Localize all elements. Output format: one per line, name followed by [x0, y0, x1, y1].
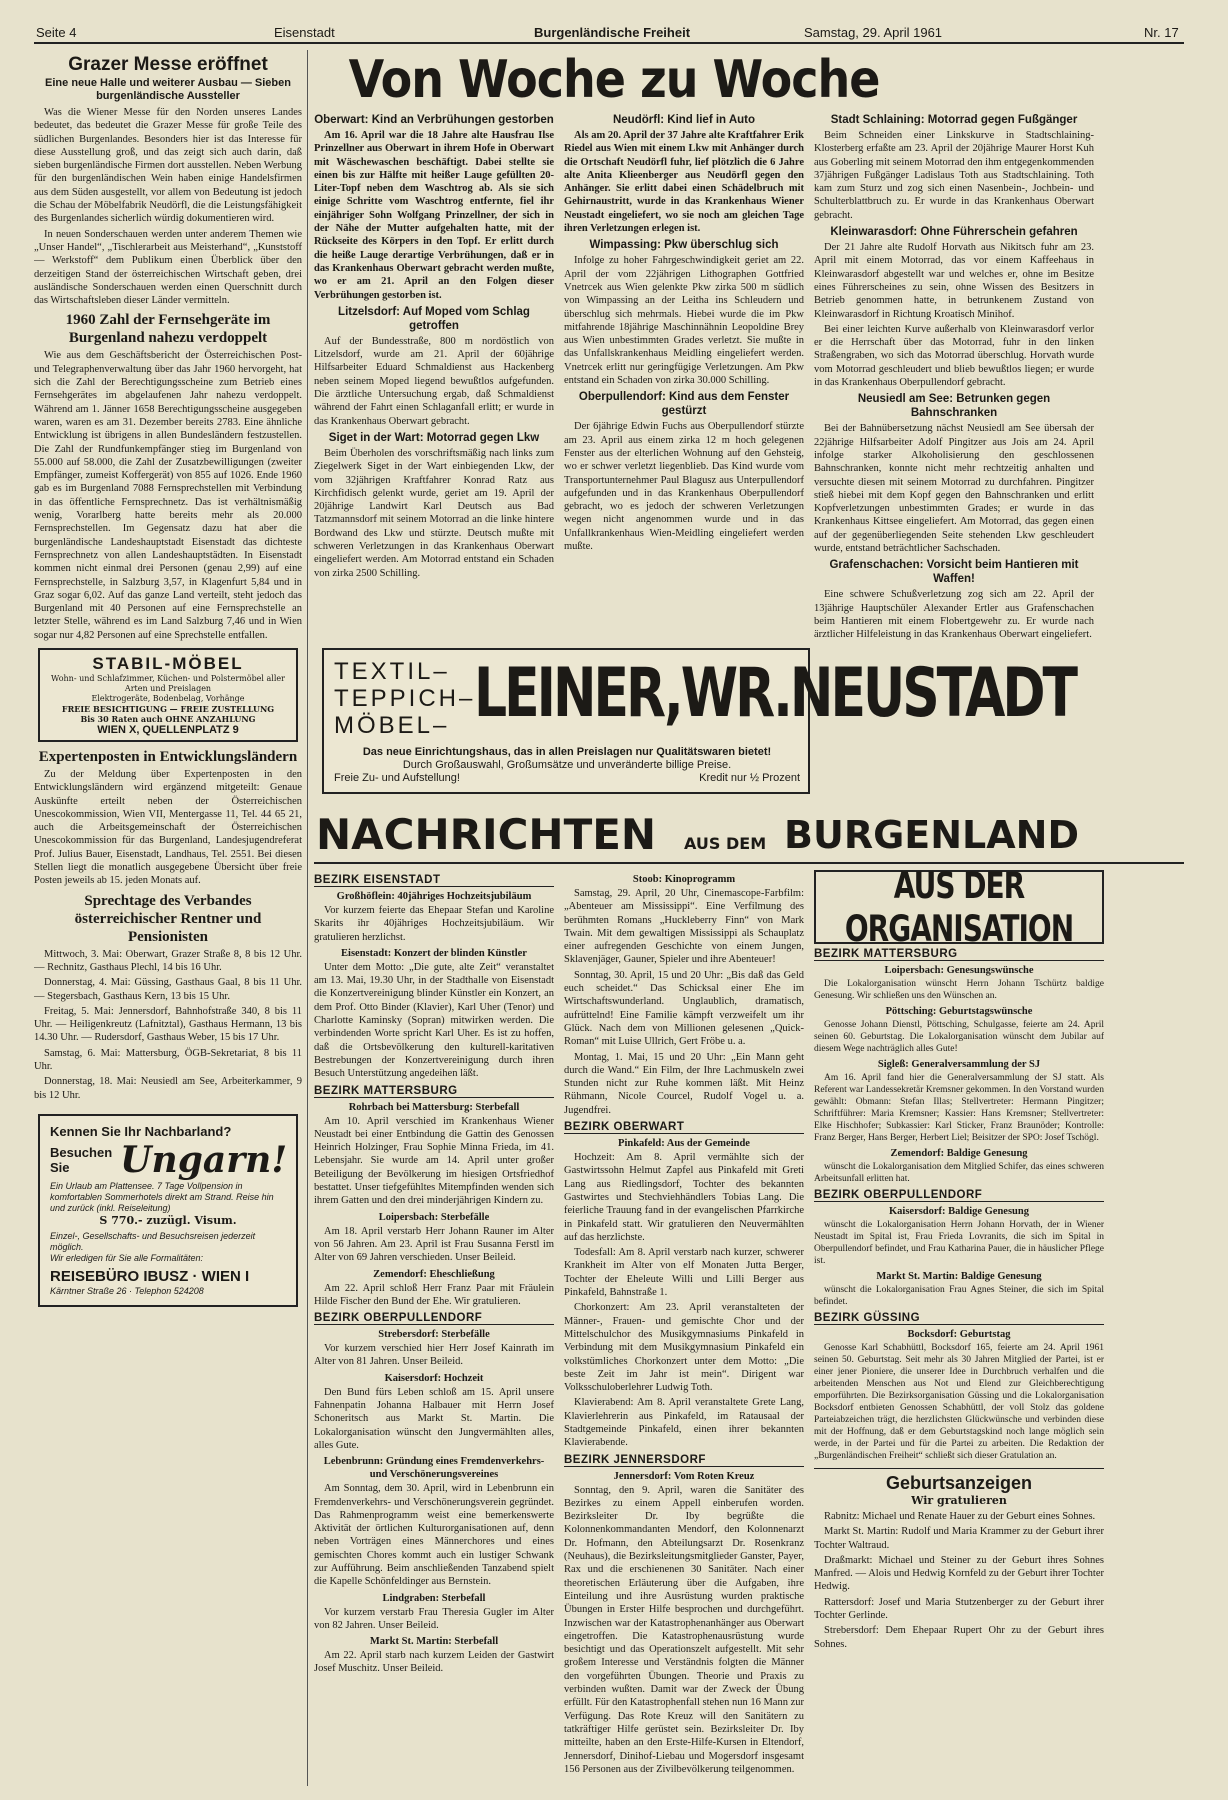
- fernseh-text: Wie aus dem Geschäftsbericht der Österreichischen Post- und Telegraphenverwaltung über das Jahr 1960 hervorgeht, hat sich die Zahl der Berechtigungsscheine zum Betrieb eines Fernsehgerätes im abgelaufenen Jahr nahezu verdoppelt. Während am 1. Jänner 1658 Berechtigungsscheine ausgegeben waren, waren es am 31. Dezember bereits 2783. Eine ähnliche Entwicklung ist übrigens in allen Bundesländern festzustellen. Die Zahl der Rundfunkempfänger stieg im Burgenland von 55.000 auf 58.000, die Zahl der Zusatzbewilligungen (zweiter Empfänger, zumeist Koffergerät) von 855 auf 1026. Ende 1960 gab es im Burgenland 7088 Fernsprechstellen mit Verbindung in das öffentliche Fernsprechnetz. Das ist verhältnismäßig wenig, Vorarlberg hatte bereits mehr als 20.000 Fernsprechstellen. Im Gegensatz dazu hat aber die burgenländische Landeshauptstadt Eisenstadt das dichteste Fernsprechnetz von allen Landeshauptstädten. In Eisenstadt kommen nicht einmal drei Personen (genau 2,99) auf eine Fernsprechstelle, in Salzburg 3,57, in Klagenfurt 5,84 und in Graz sogar 6,02. Auf das ganze Land verteilt, steht jedoch das Burgenland mit 40 Personen auf eine Fernsprechstelle an letzter Stelle, während es im Land Salzburg 7,46 und in Wien sogar nur 4,82 Personen auf eine Sprechstelle entfallen.: [34, 350, 302, 641]
- org-bocksdorf-title: Bocksdorf: Geburtstag: [907, 1329, 1011, 1340]
- neusiedl-text: Bei der Bahnübersetzung nächst Neusiedl am See übersah der 22jährige Hilfsarbeiter Adolf Pingitzer aus Jois am 24. April infolge starker Alkoholisierung den geschlossenen Bahnschranken, konnte nicht mehr rechtzeitig anhalten und versuchte diesen mit seinem Motorrad zu durchfahren. Pingitzer stieß hiebei mit dem Kopf gegen den Bahnschranken und erlitt Kopfverletzungen unbestimmten Grades; er wurde in das Krankenhaus Kittsee eingeliefert. Am Motorrad, das gegen einen auf der gegenüberliegenden Seite stehenden Lkw geschleudert wurde, entstand beträchtlicher Sachschaden.: [814, 423, 1094, 555]
- stoob-title: Stoob: Kinoprogramm: [632, 874, 736, 885]
- lebenbrunn-text: Am Sonntag, dem 30. April, wird in Lebenbrunn ein Fremdenverkehrs- und Verschönerungsverein gegründet. Das Rahmenprogramm weist eine bemerkenswerte Aktivität der örtlichen Kulturorganisationen auf, denn neben Vorträgen eines Männerchores und eines gemischten Chores kommt auch ein lustiger Schwank zur Aufführung. Beim anschließenden Tanzabend spielt die Kapelle Schönfeldinger aus Bernstein.: [314, 1483, 554, 1588]
- pinkafeld-text-4: Klavierabend: Am 8. April veranstaltete Grete Lang, Klavierlehrerin aus Pinkafeld, im Ratausaal der Stadtgemeinde Pinkafeld, einen ihrer bekannten Klavierabende.: [564, 1397, 804, 1449]
- sprechtage-5: Donnerstag, 18. Mai: Neusiedl am See, Arbeiterkammer, 9 bis 12 Uhr.: [34, 1076, 302, 1101]
- nach-word-1: NACHRICHTEN: [316, 810, 657, 859]
- grafenschachen-title: Grafenschachen: Vorsicht beim Hantieren mit Waffen!: [829, 559, 1079, 586]
- bezirk-eisenstadt: BEZIRK EISENSTADT: [314, 874, 554, 887]
- zemendorf-text: Am 22. April schloß Herr Franz Paar mit Fräulein Hilde Fischer den Bund der Ehe. Wir gratulieren.: [314, 1282, 554, 1307]
- ad-line-4: Kredit nur ½ Prozent: [699, 772, 800, 784]
- left-column: [34, 50, 302, 1786]
- geburt-title: Geburtsanzeigen: [885, 1473, 1033, 1493]
- nach-word-3: BURGENLAND: [784, 813, 1080, 857]
- geburt-1: Rabnitz: Michael und Renate Hauer zu der Geburt eines Sohnes.: [824, 1511, 1096, 1522]
- ad-line-3: Freie Zu- und Aufstellung!: [334, 772, 460, 784]
- stabil-line-4: Bis 30 Raten auch OHNE ANZAHLUNG: [80, 713, 256, 724]
- org-loipersbach-title: Loipersbach: Genesungswünsche: [884, 965, 1034, 976]
- org-marktstmartin-title: Markt St. Martin: Baldige Genesung: [876, 1271, 1042, 1282]
- stabil-line-1: Wohn- und Schlafzimmer, Küchen- und Polstermöbel aller Arten und Preislagen: [51, 673, 285, 693]
- news-column-1: [314, 870, 554, 1786]
- org-sigless-title: Sigleß: Generalversammlung der SJ: [877, 1059, 1041, 1070]
- ungarn-line-7: Wir erledigen für Sie alle Formalitäten:: [50, 1252, 203, 1263]
- org-poettsching-text: Genosse Johann Dienstl, Pöttsching, Schulgasse, feierte am 24. April seinen 60. Geburtstag. Die Lokalorganisation wünscht dem Jubilar auf diesem Wege nachträglich alles Gute!: [814, 1020, 1104, 1054]
- stabil-line-3: FREIE BESICHTIGUNG — FREIE ZUSTELLUNG: [61, 703, 275, 714]
- neudoerfl-text: Als am 20. April der 37 Jahre alte Kraftfahrer Erik Riedel aus Wien mit einem Lkw mit Anhänger durch die Ortschaft Neudörfl fuhr, lief plötzlich die 6 Jahre alte Anita Klieenberger aus Neudörfl gegen den Anhänger. Sie erlitt dabei einen Schädelbruch mit Gehirnaustritt, wurde in das Krankenhaus Wiener Neustadt eingeliefert, wo sie noch am gleichen Tage ihren Verletzungen erlegen ist.: [564, 130, 804, 235]
- stoob-text-1: Samstag, 29. April, 20 Uhr, Cinemascope-Farbfilm: „Abenteuer am Mississippi“. Eine Verfilmung des berühmten Romans „Huckleberry Finn“ von Mark Twain. Mit dem gewaltigen Mississippi als Schauplatz einer aufregenden Geschichte von einem Jungen, Sklavenjäger, Gauner, Spieler und ihre Abenteuer!: [564, 888, 804, 966]
- ungarn-line-4: Ein Urlaub am Plattensee. 7 Tage Vollpension in komfortablen Sommerhotels direkt am Strand. Reise hin und zurück (inkl. Reiseleitung): [50, 1180, 274, 1213]
- kleinwarasdorf-text-1: Der 21 Jahre alte Rudolf Horvath aus Nikitsch fuhr am 23. April mit einem Motorrad, das vor einem Kaffeehaus in Kleinwarasdorf abgestellt war und welches er, ohne im Besitze eines Führerscheines zu sein, ohne Wissen des Besitzers in Betrieb genommen hatte, in betrunkenem Zustand von Kleinwarasdorf in Richtung Kroatisch Minihof.: [814, 242, 1094, 320]
- header-date: Samstag, 29. April 1961: [804, 25, 943, 40]
- sprechtage-3: Freitag, 5. Mai: Jennersdorf, Bahnhofstraße 340, 8 bis 11 Uhr. — Heiligenkreutz (Lafnitztal), Gasthaus Hermann, 13 bis 14.30 Uhr. — Rudersdorf, Gasthaus Weber, 15 bis 17 Uhr.: [34, 1005, 302, 1044]
- pinkafeld-text-3: Chorkonzert: Am 23. April veranstalteten der Männer-, Frauen- und gemischte Chor und der Mittelschulchor des Musikgymnasiums Pinkafeld in Verbindung mit dem Musikgymnasium Pinkafeld ein volkstümliches Chorkonzert unter dem Motto: „Die beste Zeit im Jahr ist mein“. Dirigent war Volksschuloberlehrer Ludwig Toth.: [564, 1302, 804, 1394]
- ungarn-line-6: Einzel-, Gesellschafts- und Besuchsreisen jederzeit möglich.: [50, 1230, 256, 1252]
- org-loipersbach-text: Die Lokalorganisation wünscht Herrn Johann Tschürtz baldige Genesung. Wir schließen uns den Wünschen an.: [814, 979, 1104, 1001]
- stabil-ad: [38, 648, 298, 742]
- ad-moebel: MÖBEL–: [334, 712, 450, 739]
- marktstmartin-title: Markt St. Martin: Sterbefall: [369, 1636, 499, 1648]
- grazer-text-2: In neuen Sonderschauen werden unter anderem Themen wie „Unser Handel“, „Tischlerarbeit aus Meisterhand“, „Kunststoff — Werkstoff“ dem Publikum einen Überblick über den derzeitigen Stand der österreichischen Wirtschaft geben, drei ausländische Sonderschauen werden einen Querschnitt durch das Wirtschaftsleben dieser Länder vermitteln.: [34, 228, 302, 307]
- woche-column-2: [564, 110, 804, 650]
- geburt-4: Rattersdorf: Josef und Maria Stutzenberger zu der Geburt ihrer Tochter Gerlinde.: [814, 1596, 1104, 1622]
- konzert-text: Unter dem Motto: „Die gute, alte Zeit“ veranstaltet am 13. Mai, 19.30 Uhr, in der Stadthalle von Eisenstadt die Konzertvereinigung blinder Künstler ein Konzert, an dem Prof. Otto Binder (Klavier), Karl Uher (Tenor) und Charlotte Kaminsky (Sopran) mitwirken werden. Die verbindenden Worte spricht Karl Uher. Es ist zu hoffen, daß die Ortsbevölkerung den kulturell-karitativen Bestrebungen der Konzertvereinigung durch ihren Besuch Unterstützung angedeihen läßt.: [314, 961, 554, 1080]
- newspaper-page: [30, 18, 1210, 1788]
- geburt-2: Markt St. Martin: Rudolf und Maria Krammer zu der Geburt ihrer Tochter Waltraud.: [814, 1526, 1104, 1551]
- kaisersdorf-text: Den Bund fürs Leben schloß am 15. April unsere Fahnenpatin Johanna Halbauer mit Herrn Josef Schoneritsch aus Markt St. Martin. Die Lokalorganisation wünscht den Jungvermählten alles, alles Gute.: [314, 1386, 554, 1451]
- neudoerfl-title: Neudörfl: Kind lief in Auto: [612, 114, 756, 126]
- geburt-5: Strebersdorf: Dem Ehepaar Rupert Ohr zu der Geburt ihres Sohnes.: [814, 1625, 1104, 1650]
- geburt-subtitle: Wir gratulieren: [911, 1494, 1007, 1507]
- page-number: Seite 4: [36, 25, 77, 40]
- organisation-title: AUS DER ORGANISATION: [844, 870, 1074, 950]
- loipersbach-text: Am 18. April verstarb Herr Johann Rauner im Alter von 56 Jahren. Am 23. April ist Frau Susanna Ferstl im Alter von 69 Jahren verschieden. Unser Beileid.: [314, 1225, 554, 1264]
- geburtsanzeigen-section: [814, 1468, 1104, 1651]
- rohrbach-text: Am 10. April verschied im Krankenhaus Wiener Neustadt bei einer Entbindung die Gattin des Genossen Heinrich Holzinger, Frau Sophie Minna Frieda, im 41. Lebensjahr. Sie wurde am 14. April unter großer Beteiligung der Bevölkerung im hiesigen Ortsfriedhof bestattet. Unser tiefgefühltes Mitempfinden wenden sich ihrem Gatten und den drei minderjährigen Kindern zu.: [314, 1115, 554, 1207]
- org-kaisersdorf-title: Kaisersdorf: Baldige Genesung: [888, 1206, 1029, 1217]
- grazer-subtitle: Eine neue Halle und weiterer Ausbau — Sieben burgenländische Aussteller: [45, 77, 291, 102]
- grazer-text-1: Was die Wiener Messe für den Norden unseres Landes bedeutet, das bedeutet die Grazer Messe für große Teile des südlichen Burgenlandes. Besonders hier ist das Interesse für diese Ausstellung groß, und das zeigt sich auch darin, daß sieben burgenländische Firmen dort ausstellen. Neben Werbung für den burgenländischen Wein haben einige Handelsfirmen aus dem Süden ausgestellt, vor allem von Bedeutung ist jedoch die Schau der Möbelfabrik Neudörfl, die die Leistungsfähigkeit des Burgenlandes sicherlich würdig dokumentieren wird.: [34, 107, 302, 225]
- nachrichten-banner: [314, 808, 1184, 864]
- sprechtage-1: Mittwoch, 3. Mai: Oberwart, Grazer Straße 8, 8 bis 12 Uhr. — Rechnitz, Gasthaus Plechl, 14 bis 16 Uhr.: [34, 948, 302, 973]
- nach-word-2: AUS DEM: [684, 834, 767, 853]
- konzert-title: Eisenstadt: Konzert der blinden Künstler: [341, 947, 527, 959]
- leiner-ad: [322, 648, 1075, 794]
- bezirk-oberpullendorf: BEZIRK OBERPULLENDORF: [314, 1312, 554, 1325]
- lindgraben-text: Vor kurzem verstarb Frau Theresia Gugler im Alter von 82 Jahren. Unser Beileid.: [314, 1606, 554, 1631]
- sprechtage-2: Donnerstag, 4. Mai: Güssing, Gasthaus Gaal, 8 bis 11 Uhr. — Stegersbach, Gasthaus Kern, 13 bis 15 Uhr.: [34, 977, 302, 1002]
- org-marktstmartin-text: wünscht die Lokalorganisation Frau Agnes Steiner, die sich im Spital befindet.: [814, 1285, 1104, 1307]
- ad-textil-stack: [334, 658, 475, 739]
- org-bezirk-mattersburg: BEZIRK MATTERSBURG: [814, 948, 1104, 961]
- grazer-title: Grazer Messe eröffnet: [68, 54, 268, 75]
- news-column-3: [814, 870, 1104, 1786]
- woche-title: Von Woche zu Woche: [348, 52, 880, 110]
- ungarn-agency: REISEBÜRO IBUSZ · WIEN I: [50, 1267, 250, 1285]
- stabil-line-2: Elektrogeräte, Bodenbelag, Vorhänge: [91, 693, 245, 703]
- lindgraben-title: Lindgraben: Sterbefall: [382, 1592, 486, 1604]
- ungarn-address: Kärntner Straße 26 · Telephon 524208: [50, 1285, 204, 1296]
- news-column-2: [564, 870, 804, 1786]
- stabil-title: STABIL-MÖBEL: [92, 653, 244, 673]
- stoob-text-2: Sonntag, 30. April, 15 und 20 Uhr: „Bis daß das Geld euch scheidet.“ Das Schicksal einer Ehe im Wirtschaftswunderland. Unglaublich, dramatisch, aufrüttelnd! Eine Familie kämpft verzweifelt um ihr Glück. Nach dem von Millionen gelesenen „Quick-Roman“ mit Luise Ullrich, Gert Fröbe u. a.: [564, 969, 804, 1048]
- kleinwarasdorf-text-2: Bei einer leichten Kurve außerhalb von Kleinwarasdorf verlor er die Herrschaft über das Motorrad, fuhr in den linken Straßengraben, wo sich das Motorrad überschlug. Horvath wurde vom Motorrad geschleudert und blieb bewußtlos liegen; er wurde in das Krankenhaus Oberpullendorf gebracht.: [814, 323, 1094, 389]
- ad-line-3-row: [334, 772, 800, 785]
- woche-column-1: [314, 110, 554, 650]
- org-bezirk-oberpullendorf: BEZIRK OBERPULLENDORF: [814, 1189, 1104, 1202]
- ad-leiner-wrap: [474, 655, 1075, 733]
- bezirk-jennersdorf: BEZIRK JENNERSDORF: [564, 1454, 804, 1467]
- pinkafeld-title: Pinkafeld: Aus der Gemeinde: [618, 1138, 750, 1150]
- ad-copy: [334, 746, 800, 785]
- woche-title-box: [314, 52, 914, 110]
- rohrbach-title: Rohrbach bei Mattersburg: Sterbefall: [348, 1101, 520, 1113]
- bezirk-oberwart: BEZIRK OBERWART: [564, 1121, 804, 1134]
- org-poettsching-title: Pöttsching: Geburtstagswünsche: [885, 1006, 1033, 1017]
- column-rule: [307, 50, 308, 1786]
- sprechtage-title: Sprechtage des Verbandes österreichischer Rentner und Pensionisten: [74, 892, 262, 945]
- kaisersdorf-title: Kaisersdorf: Hochzeit: [384, 1372, 484, 1384]
- page-header: [34, 22, 1184, 44]
- marktstmartin-text: Am 22. April starb nach kurzem Leiden der Gastwirt Josef Muschitz. Unser Beileid.: [314, 1650, 554, 1675]
- grosshoeflein-title: Großhöflein: 40jähriges Hochzeitsjubiläum: [336, 891, 532, 902]
- header-issue: Nr. 17: [1144, 25, 1179, 40]
- wimpassing-title: Wimpassing: Pkw überschlug sich: [589, 239, 779, 252]
- oberwart-text: Am 16. April war die 18 Jahre alte Hausfrau Ilse Prinzellner aus Oberwart in ihrem Hofe in Oberwart mit Wäschewaschen beschäftigt. Dabei stellte sie einen bis zur Hälfte mit heißer Lauge gefüllten 20-Liter-Topf neben dem Waschtrog ab. Als sie sich einige Schritte vom Waschtrog entfernte, fiel ihr einjähriger Sohn Wolfgang Prinzellner, der sich in der Nähe der Mutter aufgehalten hatte, mit der Rückseite des Körpers in den Topf. Er erlitt durch die heiße Lauge derartige Verbrühungen, daß er in das Krankenhaus Oberwart gebracht werden mußte, wo er am 21. April an den Folgen dieser Verbrühungen gestorben ist.: [314, 130, 554, 301]
- litzelsdorf-title: Litzelsdorf: Auf Moped vom Schlag getroffen: [338, 305, 530, 332]
- lebenbrunn-title: Lebenbrunn: Gründung eines Fremdenverkehrs- und Verschönerungsvereines: [323, 1456, 545, 1481]
- siget-text: Beim Überholen des vorschriftsmäßig nach links zum Ziegelwerk Siget in der Wart einbiegenden Lkw, der vom 32jährigen Kraftfahrer Konrad Ratz aus Kirchfidisch gelenkt wurde, geriet am 19. April der 20jährige Landwirt Karl Deutsch aus Bad Tatzmannsdorf mit seinem Motorrad an die linke hintere Bordwand des Lkw und stürzte. Deutsch mußte mit schweren Verletzungen in das Krankenhaus Oberwart eingeliefert werden. Am Motorrad entstand ein Schaden von zirka 2500 Schilling.: [314, 447, 554, 579]
- jennersdorf-text: Sonntag, den 9. April, waren die Sanitäter des Bezirkes zu einem Appell einberufen worden. Bezirksleiter Dr. Iby begrüßte die Kolonnenkommandanten Mendorf, den Kolonnenarzt Dr. Hofmann, den Abteilungsarzt Dr. Rosenkranz (Neuhaus), die Bezirksleitungsmitglieder Ganster, Payer, Rax und die erschienenen 30 Sanitäter. Nach einer theoretischen Erläuterung über die Aufgaben, ihre Einteilung und ihre Ausrüstung wurden praktische Übungen in Erster Hilfe besprochen und durchgeführt. Inzwischen war der Katastrophenanhänger aus Oberwart eingetroffen. Die Katastrophenausrüstung wurde besichtigt und das Operationszelt aufgestellt. Mit sehr großem Interesse und Verständnis folgten die Männer den vorgeführten Übungen. Theorie und Praxis zu verbinden wußten. Damit war der Zweck der Übung erfüllt. Für den Katastrophenfall stehen nun 16 Mann zur Verfügung. Das Rote Kreuz will den Sanitätern zu tatkräftiger Hilfe gerüstet sein. Bezirksleiter Dr. Iby mitteilte, haben an den Erste-Hilfe-Kursen in Eltendorf, Jennersdorf, Dinihof-Liebau und Mogersdorf insgesamt 156 Personen aus der Zivilbevölkerung teilgenommen.: [564, 1484, 804, 1775]
- ungarn-ad: [38, 1114, 298, 1307]
- ad-textil: TEXTIL–: [334, 658, 450, 685]
- geburt-3: Draßmarkt: Michael und Steiner zu der Geburt ihres Sohnes Manfred. — Alois und Hedwig Kornfeld zu der Geburt ihrer Tochter Hedwig.: [814, 1554, 1104, 1593]
- oberpullendorf-title: Oberpullendorf: Kind aus dem Fenster gestürzt: [578, 391, 790, 418]
- header-paper: Burgenländische Freiheit: [534, 25, 691, 40]
- grafenschachen-text: Eine schwere Schußverletzung zog sich am 22. April der 13jährige Hauptschüler Alexander Ertler aus Grafenschachen beim Hantieren mit einem Flobertgewehr zu. Er wurde nach ärztlicher Hilfeleistung in das Krankenhaus Oberwart eingeliefert.: [814, 589, 1094, 641]
- org-kaisersdorf-text: wünscht die Lokalorganisation Herrn Johann Horvath, der in Wiener Neustadt im Spital ist, Frau Frieda Lovranits, die sich im Spital in Oberpullendorf befindet, und Frau Katharina Pauer, die in häuslicher Pflege ist.: [814, 1220, 1104, 1266]
- schlaining-text: Beim Schneiden einer Linkskurve in Stadtschlaining-Klosterberg erfaßte am 23. April der 20jährige Maurer Horst Kuh aus Goberling mit seinem Motorrad den ihm entgegenkommenden 37jährigen Fußgänger Ladislaus Toth aus Stadtschlaining. Toth kam zum Sturz und zog sich einen Nasenbein-, Jochbein- und Schulterblattbruch zu. Er wurde in das Krankenhaus Oberwart gebracht.: [814, 130, 1094, 221]
- stoob-text-3: Montag, 1. Mai, 15 und 20 Uhr: „Ein Mann geht durch die Wand.“ Ein Film, der Ihre Lachmuskeln zwei Stunden nicht zur Ruhe kommen läßt. Mit Heinz Rühmann, Nicole Courcel, Rudolf Vogel u. a. Jugendfrei.: [564, 1051, 804, 1116]
- wimpassing-text: Infolge zu hoher Fahrgeschwindigkeit geriet am 22. April der vom 22jährigen Lithographen Gottfried Vnetrcek aus Wien gelenkte Pkw zirka 500 m südlich von Wimpassing an der Leitha ins Schleudern und überschlug sich mehrmals. Hiebei wurde die im Pkw mitfahrende 18jährige Maschinnähnin Leopoldine Brey aus Wien unbestimmten Grades verletzt. Sie mußte in das Unfallskrankenhaus Meidling eingeliefert werden. Vnetrcek erlitt nur geringfügige Verletzungen. Am Pkw entstand ein Schaden von zirka 30.000 Schilling.: [564, 255, 804, 387]
- zemendorf-title: Zemendorf: Eheschließung: [373, 1268, 495, 1280]
- oberwart-title: Oberwart: Kind an Verbrühungen gestorben: [314, 114, 554, 126]
- pinkafeld-text-1: Hochzeit: Am 8. April vermählte sich der Gastwirtssohn Helmut Zapfel aus Pinkafeld mit Greti Lang aus Riedlingsdorf, Tochter des bekannten Gastwirtes und Stechviehhändlers Tobias Lang. Die feierliche Trauung fand in der evangelischen Pfarrkirche in Pinkafeld statt. Wir gratulieren den Neuvermählten auf das herzlichste.: [564, 1152, 804, 1243]
- grosshoeflein-text: Vor kurzem feierte das Ehepaar Stefan und Karoline Skarits ihr 40jähriges Hochzeitsjubiläum. Wir gratulieren herzlichst.: [314, 905, 554, 943]
- org-bocksdorf-text: Genosse Karl Schabhüttl, Bocksdorf 165, feierte am 24. April 1961 seinen 50. Geburtstag. Seit mehr als 30 Jahren Mitglied der Partei, ist er einer jener Pioniere, die unserer Idee in Durchbruch verhalfen und die arbeitenden Menschen aus Not und Elend zur Gleichberechtigung emporführten. Die Bezirksorganisation Güssing und die Lokalorganisation Bocksdorf entbieten Genossen Schabhüttl, der voll Stolz das goldene Parteiabzeichen trägt, die herzlichsten Glückwünsche und verbinden diese mit der Hoffnung, daß er dem Geburtstagskind noch lange möglich sein werde, in der Partei und für die Partei zu arbeiten. Die Redaktion der „Burgenländischen Freiheit“ schließt sich dieser Gratulation an.: [814, 1343, 1104, 1461]
- neusiedl-title: Neusiedl am See: Betrunken gegen Bahnschranken: [857, 393, 1051, 420]
- ad-line-1: Das neue Einrichtungshaus, das in allen Preislagen nur Qualitätswaren bietet!: [362, 746, 772, 758]
- strebersdorf-text: Vor kurzem verschied hier Herr Josef Kainrath im Alter von 81 Jahren. Unser Beileid.: [314, 1343, 554, 1368]
- kleinwarasdorf-title: Kleinwarasdorf: Ohne Führerschein gefahren: [830, 226, 1078, 239]
- org-zemendorf-text: wünscht die Lokalorganisation dem Mitglied Schifer, das eines schweren Arbeitsunfall erlitten hat.: [814, 1162, 1104, 1184]
- experten-text: Zu der Meldung über Expertenposten in den Entwicklungsländern wird ergänzend mitgeteilt: Genaue Auskünfte erteilt neben der Österreichischen Unescokommission, Wien VII, Mentergasse 11, Tel. 44 65 21, auch die Arbeitsgemeinschaft der Österreichischen Unescokommission für das Burgenland, Landesjugendreferat Prof. Julius Bauer, Eisenstadt, Landhaus, Tel. 2551. Bei diesen Stellen liegt die monatlich ausgegebene Übersicht über freie Posten jeweils ab 15. jeden Monats auf.: [34, 768, 302, 887]
- org-sigless-text: Am 16. April fand hier die Generalversammlung der SJ statt. Als Referent war Landessekretär Kremsner gekommen. In den Vorstand wurden gewählt: Obmann: Stefan Illas; Stellvertreter: Hermann Pingitzer; Schriftführer: Maria Kremsner; Kassier: Hans Kremsner; Stellvertreter: Elke Hischhofer; Subkassier: Karl Sticker, Franz Braunöder; Kontrolle: Franz Berger, Hans Berger, Herbert Liel; Beisitzer der SPO: Josef Tschögl.: [814, 1073, 1104, 1143]
- bezirk-mattersburg: BEZIRK MATTERSBURG: [314, 1085, 554, 1098]
- pinkafeld-text-2: Todesfall: Am 8. April verstarb nach kurzer, schwerer Krankheit im Alter von elf Monaten Jutta Berger, Tochter der Eheleute Willi und Lilli Berger aus Pinkafeld, Bahnstraße 1.: [564, 1247, 804, 1299]
- header-city: Eisenstadt: [274, 25, 335, 40]
- org-zemendorf-title: Zemendorf: Baldige Genesung: [890, 1148, 1028, 1159]
- ungarn-logo: Ungarn!: [120, 1138, 288, 1181]
- siget-title: Siget in der Wart: Motorrad gegen Lkw: [328, 431, 540, 444]
- sprechtage-4: Samstag, 6. Mai: Mattersburg, ÖGB-Sekretariat, 8 bis 11 Uhr.: [34, 1047, 302, 1073]
- strebersdorf-title: Strebersdorf: Sterbefälle: [378, 1329, 490, 1341]
- schlaining-title: Stadt Schlaining: Motorrad gegen Fußgänger: [830, 114, 1078, 126]
- organisation-box: [814, 870, 1104, 950]
- litzelsdorf-text: Auf der Bundesstraße, 800 m nordöstlich von Litzelsdorf, wurde am 21. April der 60jährige Hilfsarbeiter Eduard Schmaldienst aus Hackenberg neben seinem Moped liegend bewußtlos aufgefunden. Die ärztliche Untersuchung ergab, daß Schmaldienst während der Fahrt einen Schlaganfall erlitt; er wurde in das Krankenhaus Oberwart gebracht.: [314, 335, 554, 427]
- loipersbach-title: Loipersbach: Sterbefälle: [378, 1211, 490, 1223]
- ad-line-2: Durch Großauswahl, Großumsätze und unveränderte billige Preise.: [402, 759, 732, 771]
- ad-leiner-logo: LEINER,WR.NEUSTADT: [474, 655, 1075, 733]
- ungarn-line-1: Kennen Sie Ihr Nachbarland?: [50, 1123, 232, 1139]
- ungarn-line-2: Besuchen Sie: [50, 1144, 113, 1175]
- jennersdorf-title: Jennersdorf: Vom Roten Kreuz: [613, 1470, 755, 1482]
- oberpullendorf-text: Der 6jährige Edwin Fuchs aus Oberpullendorf stürzte am 23. April aus einem zirka 12 m hoch gelegenen Fenster aus der elterlichen Wohnung auf den Gehsteig, wo er schwer verletzt liegenblieb. Das Kind wurde vom Transportunternehmer Paul Blagusz aus Unterpullendorf aufgefunden und in das Krankenhaus Oberpullendorf gebracht, wo es jedoch der schweren Verletzungen wegen nicht angenommen wurde und in das Unfallkrankenhaus Wien-Meidling eingeliefert werden mußte.: [564, 421, 804, 553]
- ad-teppich: TEPPICH–: [334, 685, 476, 712]
- ungarn-price: S 770.- zuzügl. Visum.: [99, 1213, 237, 1227]
- org-bezirk-guessing: BEZIRK GÜSSING: [814, 1312, 1104, 1325]
- fernseh-title: 1960 Zahl der Fernsehgeräte im Burgenland nahezu verdoppelt: [65, 312, 271, 347]
- stabil-address: WIEN X, QUELLENPLATZ 9: [97, 723, 239, 736]
- experten-title: Expertenposten in Entwicklungsländern: [38, 748, 298, 765]
